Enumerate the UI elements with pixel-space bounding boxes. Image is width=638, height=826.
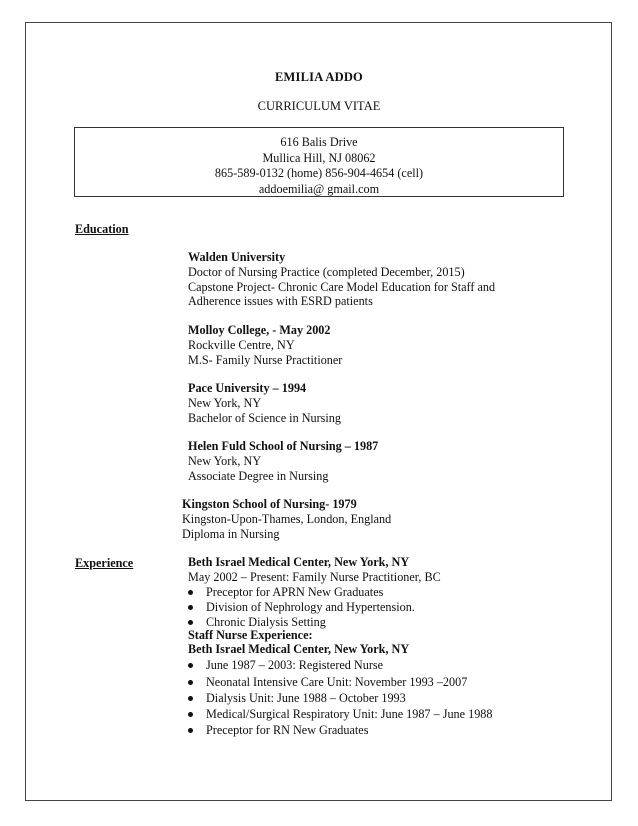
list-item (188, 708, 492, 720)
molloy-degree: M.S- Family Nurse Practitioner (188, 353, 343, 367)
list-item (188, 601, 415, 613)
kingston-location: Kingston-Upon-Thames, London, England (182, 512, 392, 526)
np-employer: Beth Israel Medical Center, New York, NY (188, 555, 410, 569)
list-item (188, 724, 368, 736)
contact-box (74, 127, 564, 197)
molloy-college: Molloy College, - May 2002 (188, 323, 331, 337)
bullet-icon (188, 696, 193, 701)
address-line-2: Mullica Hill, NJ 08062 (262, 151, 376, 165)
list-item-text: Dialysis Unit: June 1988 – October 1993 (206, 691, 406, 705)
phone-numbers: 865-589-0132 (home) 856-904-4654 (cell) (214, 166, 424, 180)
list-item-text: Division of Nephrology and Hypertension. (206, 600, 415, 614)
list-item (188, 586, 383, 598)
np-period: May 2002 – Present: Family Nurse Practitioner, BC (188, 570, 441, 584)
helen-fuld-degree: Associate Degree in Nursing (188, 469, 329, 483)
kingston-school: Kingston School of Nursing- 1979 (182, 497, 357, 511)
pace-location: New York, NY (188, 396, 262, 410)
address-line-1: 616 Balis Drive (280, 135, 358, 149)
experience-heading: Experience (75, 556, 134, 570)
walden-capstone: Capstone Project- Chronic Care Model Education for Staff and (188, 280, 496, 294)
molloy-location: Rockville Centre, NY (188, 338, 295, 352)
pace-degree: Bachelor of Science in Nursing (188, 411, 341, 425)
list-item-text: Chronic Dialysis Setting (206, 615, 326, 629)
list-item-text: Preceptor for RN New Graduates (206, 723, 369, 737)
list-item-text: Preceptor for APRN New Graduates (206, 585, 384, 599)
pace-university: Pace University – 1994 (188, 381, 307, 395)
helen-fuld-school: Helen Fuld School of Nursing – 1987 (188, 439, 379, 453)
list-item (188, 676, 467, 688)
list-item-text: Medical/Surgical Respiratory Unit: June 1987 – June 1988 (206, 707, 493, 721)
bullet-icon (188, 712, 193, 717)
list-item (188, 692, 406, 704)
list-item-text: June 1987 – 2003: Registered Nurse (206, 658, 384, 672)
bullet-icon (188, 680, 193, 685)
candidate-name: EMILIA ADDO (275, 70, 363, 84)
bullet-icon (188, 590, 193, 595)
walden-university: Walden University (188, 250, 286, 264)
helen-fuld-location: New York, NY (188, 454, 262, 468)
walden-degree: Doctor of Nursing Practice (completed December, 2015) (188, 265, 465, 279)
bullet-icon (188, 728, 193, 733)
bullet-icon (188, 663, 193, 668)
bullet-icon (188, 620, 193, 625)
bullet-icon (188, 605, 193, 610)
list-item-text: Neonatal Intensive Care Unit: November 1993 –2007 (206, 675, 468, 689)
education-heading: Education (75, 222, 129, 236)
document-title: CURRICULUM VITAE (257, 99, 381, 113)
email-address: addoemilia@ gmail.com (258, 182, 380, 196)
walden-capstone-cont: Adherence issues with ESRD patients (188, 294, 373, 308)
staff-employer: Beth Israel Medical Center, New York, NY (188, 642, 410, 656)
list-item (188, 616, 326, 628)
list-item (188, 659, 383, 671)
kingston-degree: Diploma in Nursing (182, 527, 280, 541)
staff-nurse-heading: Staff Nurse Experience: (188, 628, 313, 642)
